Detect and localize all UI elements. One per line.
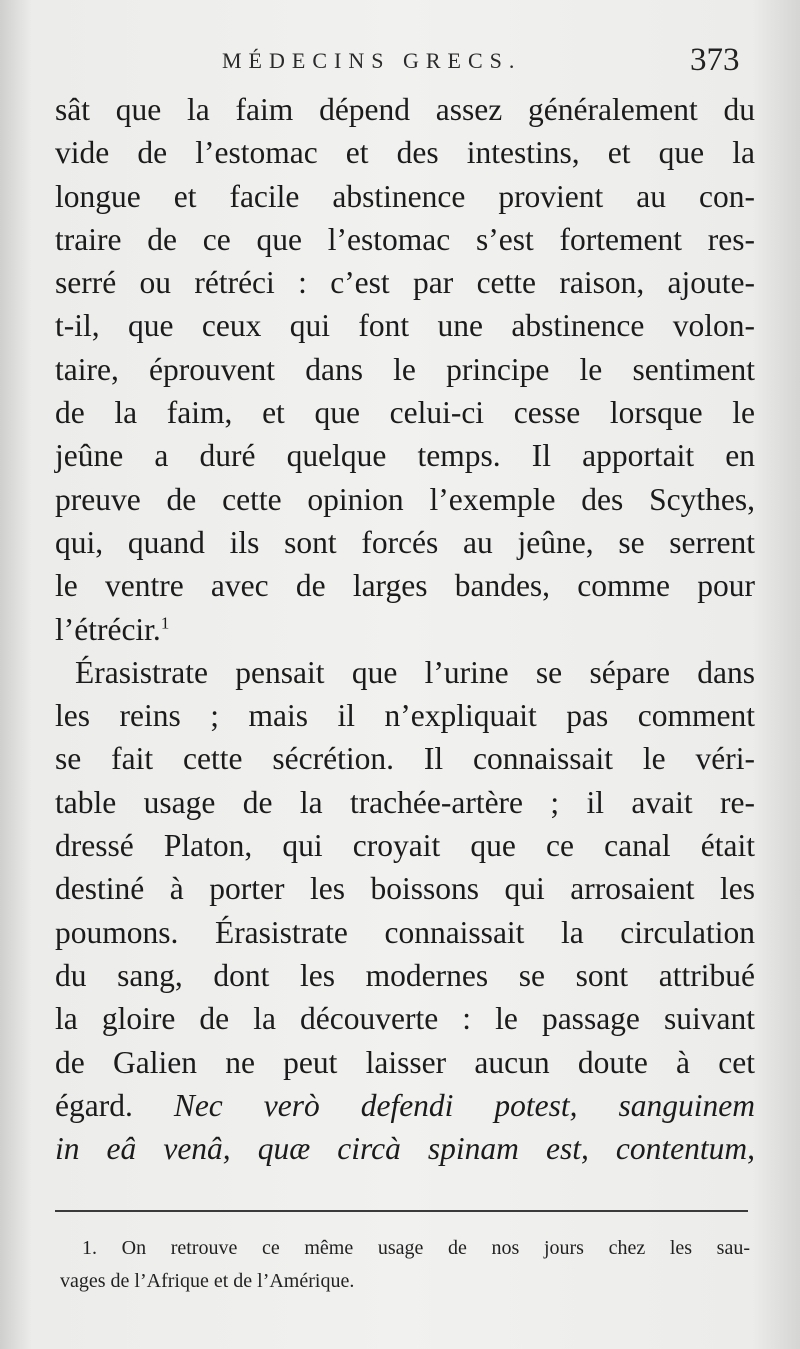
text-line: le ventre avec de larges bandes, comme pour [55,568,755,604]
text-line: poumons. Érasistrate connaissait la circulation [55,914,755,950]
text-line-paragraph-end [55,608,755,651]
text-line: l’étrécir. [55,611,161,647]
text-line: table usage de la trachée-artère ; il avait re- [55,784,755,820]
footnote-marker: 1 [160,613,170,633]
footnote-rule [55,1210,748,1212]
footnote-line: 1. On retrouve ce même usage de nos jours chez les sau- [82,1237,750,1259]
text-line: vide de l’estomac et des intestins, et que la [55,135,755,171]
text-line: la gloire de la découverte : le passage suivant [55,1001,755,1037]
text-line: t-il, que ceux qui font une abstinence volon- [55,308,755,344]
text-line: taire, éprouvent dans le principe le sentiment [55,351,755,387]
text-line: destiné à porter les boissons qui arrosaient les [55,871,755,907]
text-line: preuve de cette opinion l’exemple des Scythes, [55,481,755,517]
text-line: de Galien ne peut laisser aucun doute à cet [55,1044,755,1080]
body-text [55,88,755,1170]
footnote-line: vages de l’Afrique et de l’Amérique. [60,1270,355,1292]
text-line: Érasistrate pensait que l’urine se sépare dans [75,654,755,690]
text-line: qui, quand ils sont forcés au jeûne, se serrent [55,524,755,560]
latin-quote-line: in eâ venâ, quæ circà spinam est, contentum, [55,1131,755,1167]
text-line: sât que la faim dépend assez généralement du [55,92,755,127]
text-line: se fait cette sécrétion. Il connaissait le véri- [55,741,755,777]
latin-quote: Nec verò defendi potest, sanguinem [173,1087,755,1123]
text-line-mixed [55,1084,755,1127]
text-line: dressé Platon, qui croyait que ce canal était [55,828,755,864]
text-line: de la faim, et que celui-ci cesse lorsque le [55,395,755,431]
text-line: longue et facile abstinence provient au con- [55,178,755,214]
text-line: les reins ; mais il n’expliquait pas comment [55,698,755,734]
text-line: du sang, dont les modernes se sont attribué [55,957,755,993]
running-head: MÉDECINS GRECS. [222,48,522,73]
text-line: jeûne a duré quelque temps. Il apportait en [55,438,755,474]
text-line: traire de ce que l’estomac s’est fortement res- [55,221,755,257]
footnote [60,1232,750,1298]
text-segment: égard. [55,1087,133,1123]
page-number: 373 [690,42,740,78]
text-line: serré ou rétréci : c’est par cette raison, ajoute- [55,265,755,301]
page-header [0,42,800,92]
